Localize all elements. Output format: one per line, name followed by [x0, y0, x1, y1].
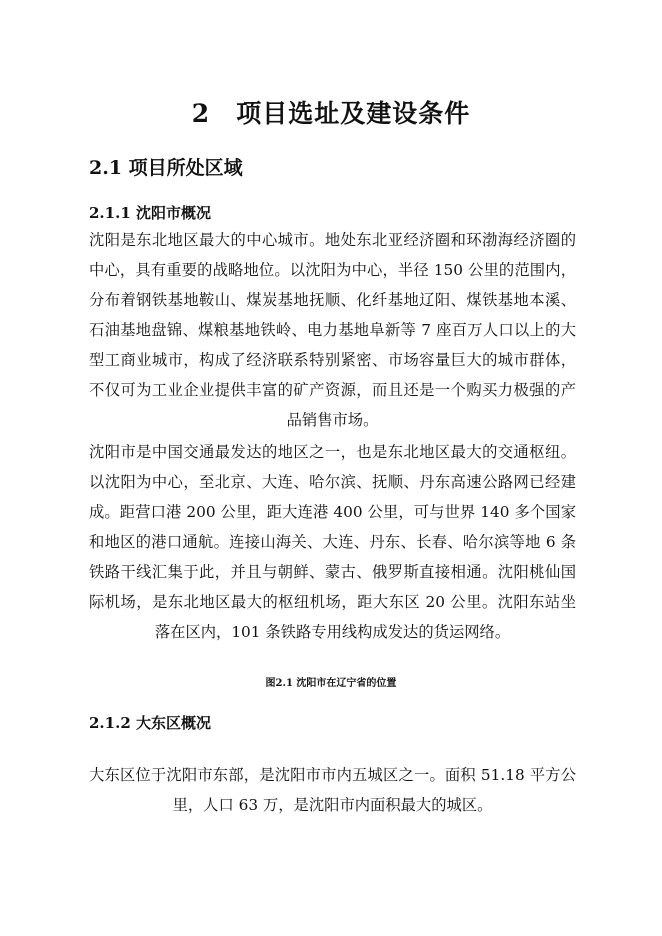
section-title-2-1: 2.1 项目所处区域 — [89, 157, 243, 179]
paragraph-shenyang-overview: 沈阳是东北地区最大的中心城市。地处东北亚经济圈和环渤海经济圈的中心，具有重要的战略地位。以沈阳为中心，半径 150 公里的范围内，分布着钢铁基地鞍山、煤炭基地抚顺、化纤基地辽阳、煤铁基地本溪、石油基地盘锦、煤粮基地铁岭、电力基地阜新等 7 座百万人口以上的大型工商业城市，构成了经济联系特别紧密、市场容量巨大的城市群体，不仅可为工业企业提供丰富的矿产资源，而且还是一个购买力极强的产品销售市场。 — [89, 231, 576, 429]
chapter-title: 2 项目选址及建设条件 — [191, 99, 471, 128]
section-title-2-1-1: 2.1.1 沈阳市概况 — [89, 204, 211, 222]
paragraph-shenyang-transport: 沈阳市是中国交通最发达的地区之一，也是东北地区最大的交通枢纽。以沈阳为中心，至北京、大连、哈尔滨、抚顺、丹东高速公路网已经建成。距营口港 200 公里，距大连港 400 公里，可与世界 140 多个国家和地区的港口通航。连接山海关、大连、丹东、长春、哈尔滨等地 6 条铁路干线汇集于此，并且与朝鲜、蒙古、俄罗斯直接相通。沈阳桃仙国际机场，是东北地区最大的枢纽机场，距大东区 20 公里。沈阳东站坐落在区内，101 条铁路专用线构成发达的货运网络。 — [89, 443, 576, 641]
section-title-2-1-2: 2.1.2 大东区概况 — [89, 714, 211, 732]
figure-caption: 图2.1 沈阳市在辽宁省的位置 — [265, 678, 397, 689]
paragraph-dadong-overview: 大东区位于沈阳市东部，是沈阳市市内五城区之一。面积 51.18 平方公里，人口 63 万，是沈阳市内面积最大的城区。 — [89, 766, 576, 814]
